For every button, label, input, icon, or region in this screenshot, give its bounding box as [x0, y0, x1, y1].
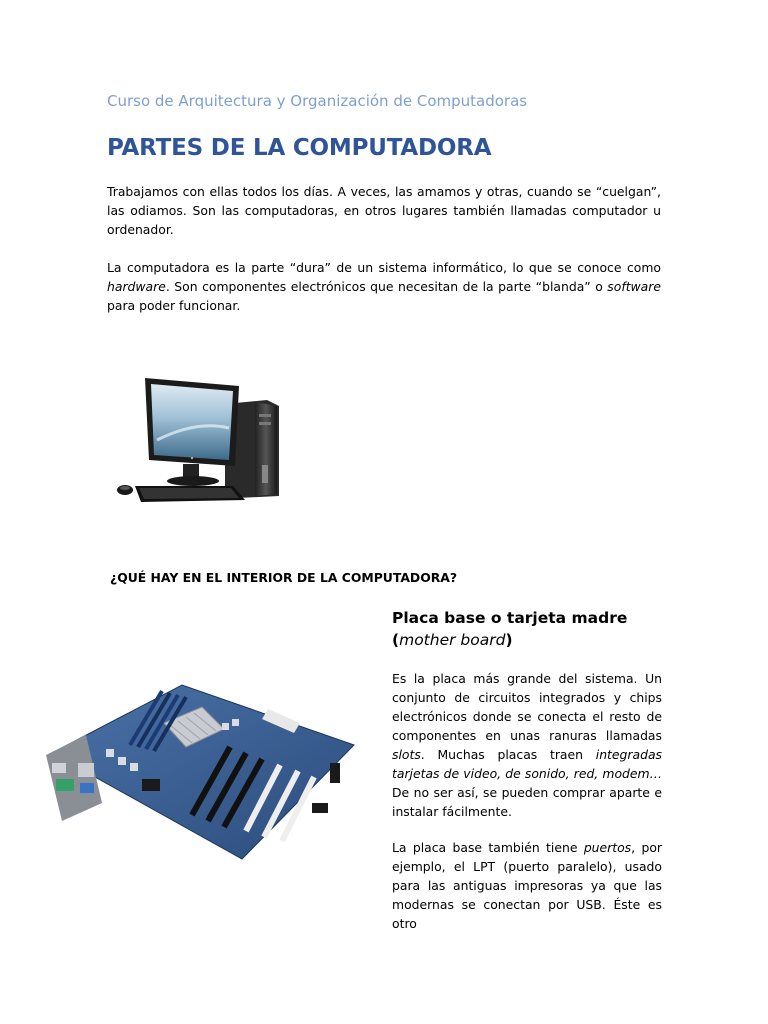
text-run: La computadora es la parte “dura” de un sistema informático, lo que se conoce como — [107, 260, 661, 275]
term-slots: slots — [392, 747, 421, 762]
text-run: . Son componentes electrónicos que necesitan de la parte “blanda” o — [165, 279, 608, 294]
text-run: Es la placa más grande del sistema. Un conjunto de circuitos integrados y chips electrónicos donde se conecta el resto de componentes en unas ranuras llamadas — [392, 671, 662, 743]
text-run: , por ejemplo, el LPT (puerto paralelo), usado para las antiguas impresoras ya que las modernas se conectan por USB. Éste es otro — [392, 840, 662, 931]
text-run: La placa base también tiene — [392, 840, 584, 855]
intro-paragraph-2 — [107, 258, 661, 315]
intro-paragraph-1: Trabajamos con ellas todos los días. A veces, las amamos y otras, cuando se “cuelgan”, las odiamos. Son las computadoras, en otros lugares también llamadas computador u ordenador. — [107, 184, 661, 237]
motherboard-paragraph-2 — [392, 838, 662, 933]
motherboard-paragraph-1 — [392, 669, 662, 821]
desktop-computer-image — [107, 370, 289, 512]
term-puertos: puertos — [583, 840, 632, 855]
term-hardware: hardware — [107, 279, 166, 294]
section-heading: ¿QUÉ HAY EN EL INTERIOR DE LA COMPUTADORA? — [110, 570, 458, 585]
text-run: para poder funcionar. — [107, 298, 241, 313]
term-software: software — [607, 279, 661, 294]
page-title: PARTES DE LA COMPUTADORA — [107, 135, 492, 161]
title-run: Placa base o tarjeta madre ( — [392, 609, 628, 649]
course-subtitle: Curso de Arquitectura y Organización de Computadoras — [107, 92, 528, 110]
text-run: De no ser así, se pueden comprar aparte e instalar fácilmente. — [392, 785, 662, 819]
motherboard-image — [42, 683, 362, 861]
text-run: . Muchas placas traen — [420, 747, 596, 762]
motherboard-title — [392, 607, 662, 651]
title-run: ) — [505, 631, 513, 649]
title-italic: mother board — [399, 631, 506, 649]
term-integradas: integradas tarjetas de video, de sonido, red, modem… — [392, 747, 662, 781]
